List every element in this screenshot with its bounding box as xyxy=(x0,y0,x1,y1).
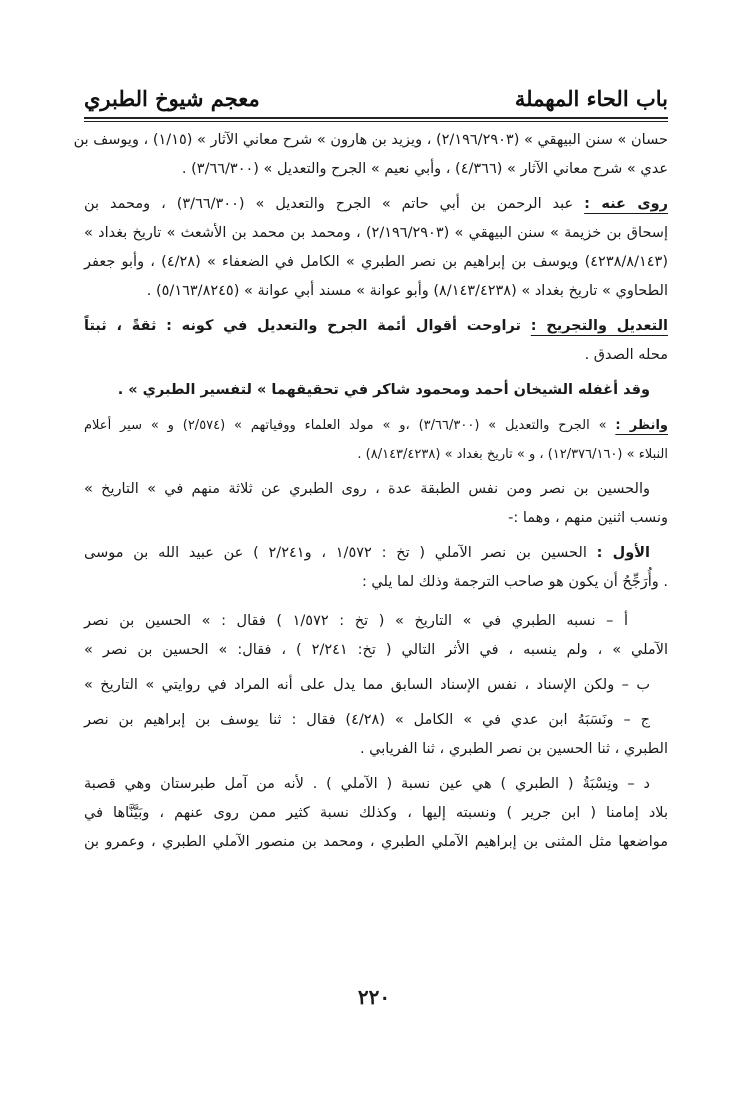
text-line: ونسب اثنين منهم ، وهما :- xyxy=(508,510,668,526)
text-line: (۸/۱٤۳/٤۲۳۸) ويوسف بن إبراهيم بن نصر الطبري » الكامل في الضعفاء » (٤/۲۸) ، وأبو جعفر xyxy=(84,254,669,270)
page-number: ۲۲۰ xyxy=(357,985,391,1009)
text-line: تراوحت أقوال أئمة الجرح والتعديل في كونه : ثقةً ، ثبتاً xyxy=(84,318,521,334)
header-rule xyxy=(84,117,668,119)
first-line xyxy=(84,539,668,568)
text-line: مواضعها مثل المثنى بن إبراهيم الآملي الطبري ، ومحمد بن منصور الآملي الطبري ، وعمرو بن xyxy=(84,834,668,850)
text-line: » الجرح والتعديل » (۳/٦٦/۳۰۰) ،و » مولد العلماء ووفياتهم » (۲/٥۷٤) و » سير أعلام xyxy=(84,418,607,433)
text-line: والحسين بن نصر ومن نفس الطبقة عدة ، روى الطبري عن ثلاثة منهم في » التاريخ » xyxy=(84,481,650,497)
text-line: عبد الرحمن بن أبي حاتم » الجرح والتعديل » (۳/٦٦/۳۰۰) ، ومحمد بن xyxy=(84,196,574,212)
text-line: إسحاق بن خزيمة » سنن البيهقي » (۲/۱۹٦/۲۹۰۳) ، ومحمد بن محمد بن الأشعث » تاريخ بغداد » xyxy=(84,225,668,241)
grading-line xyxy=(84,312,668,341)
running-header xyxy=(84,80,668,116)
text-line: محله الصدق . xyxy=(584,347,668,363)
see-also-line xyxy=(84,411,668,440)
chapter-title: باب الحاء المهملة xyxy=(514,85,668,111)
point-d: د – ونِسْبَةُ ( الطبري ) هي عين نسبة ( الآملي ) . لأنه من آمل طبرستان وهي قصبة xyxy=(84,776,650,792)
header-rule-thin xyxy=(84,121,668,122)
text-line: بلاد إمامنا ( ابن جرير ) ونسبته إليها ، وكذلك نسبة كثير ممن روى عنهم ، وبَيَّنَّاها في xyxy=(84,805,668,821)
point-b: ب – ولكن الإسناد ، نفس الإسناد السابق مما يدل على أنه المراد في روايتي » التاريخ » xyxy=(84,677,650,693)
text-line: الطبري ، ثنا الحسين بن نصر الطبري ، ثنا الفريابي . xyxy=(359,741,668,757)
text-line: حسان » سنن البيهقي » (۲/۱۹٦/۲۹۰۳) ، ويزيد بن هارون » شرح معاني الآثار » (۱/۱٥) ، ويوسف بن xyxy=(73,132,668,148)
page-body xyxy=(73,126,669,857)
text-line: الحسين بن نصر الآملي ( تخ : ۱/٥۷۲ ، و۲/۲٤۱ ) عن عبيد الله بن موسى xyxy=(84,545,587,561)
text-line: . وأُرَجِّحُ أن يكون هو صاحب الترجمة وذلك لما يلي : xyxy=(361,574,668,590)
grading-label: التعديل والتجريح : xyxy=(530,318,668,334)
first-label: الأول : xyxy=(596,545,650,561)
book-title: معجم شيوخ الطبري xyxy=(84,85,260,111)
narrators-line xyxy=(84,190,668,219)
point-c: ج – ونَسَبَهُ ابن عدي في » الكامل » (٤/۲۸) فقال : ثنا يوسف بن إبراهيم بن نصر xyxy=(84,712,650,728)
text-line: وقد أغفله الشيخان أحمد ومحمود شاكر في تحقيقهما » لتفسير الطبري » . xyxy=(117,382,650,398)
text-line: النبلاء » (۱۲/۳۷٦/۱٦۰) ، و » تاريخ بغداد » (۸/۱٤۳/٤۲۳۸) . xyxy=(357,447,668,462)
point-a: أ – نسبه الطبري في » التاريخ » ( تخ : ۱/٥۷۲ ) فقال : » الحسين بن نصر xyxy=(84,613,628,629)
text-line: الآملي » ، ولم ينسبه ، في الأثر التالي ( تخ: ۲/۲٤۱ ) ، فقال: » الحسين بن نصر » xyxy=(84,642,668,658)
narrators-label: روى عنه : xyxy=(584,196,668,212)
text-line: الطحاوي » تاريخ بغداد » (۸/۱٤۳/٤۲۳۸) وأبو عوانة » مسند أبي عوانة » (٥/۱٦۳/۸۲٤٥) . xyxy=(146,283,668,299)
text-line: عدي » شرح معاني الآثار » (٤/۳٦٦) ، وأبي نعيم » الجرح والتعديل » (۳/٦٦/۳۰۰) . xyxy=(181,161,668,177)
see-also-label: وانظر : xyxy=(615,418,668,433)
